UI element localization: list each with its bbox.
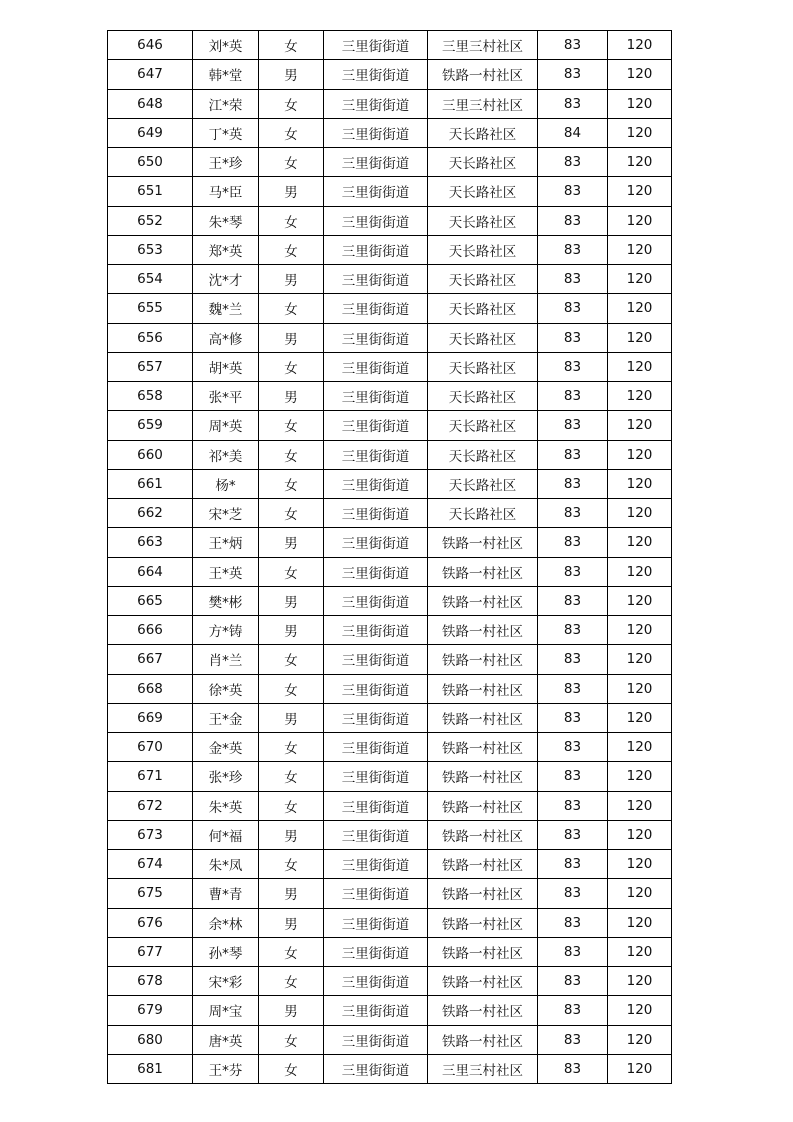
street-cell: 三里街街道: [324, 148, 428, 177]
name-cell: 唐*英: [193, 1025, 259, 1054]
age-cell: 83: [538, 879, 608, 908]
table-row: [108, 294, 672, 323]
serial-number-cell: 663: [108, 528, 193, 557]
table-row: [108, 323, 672, 352]
table-row: [108, 733, 672, 762]
amount-cell: 120: [608, 382, 672, 411]
gender-cell: 女: [259, 1054, 324, 1083]
serial-number-cell: 677: [108, 937, 193, 966]
serial-number-cell: 678: [108, 967, 193, 996]
gender-cell: 女: [259, 645, 324, 674]
name-cell: 孙*琴: [193, 937, 259, 966]
name-cell: 胡*英: [193, 352, 259, 381]
table-row: [108, 411, 672, 440]
street-cell: 三里街街道: [324, 528, 428, 557]
table-row: [108, 762, 672, 791]
street-cell: 三里街街道: [324, 382, 428, 411]
community-cell: 天长路社区: [428, 352, 538, 381]
amount-cell: 120: [608, 586, 672, 615]
name-cell: 王*英: [193, 557, 259, 586]
serial-number-cell: 667: [108, 645, 193, 674]
amount-cell: 120: [608, 177, 672, 206]
street-cell: 三里街街道: [324, 791, 428, 820]
age-cell: 83: [538, 674, 608, 703]
gender-cell: 女: [259, 791, 324, 820]
community-cell: 三里三村社区: [428, 89, 538, 118]
serial-number-cell: 673: [108, 820, 193, 849]
community-cell: 铁路一村社区: [428, 645, 538, 674]
amount-cell: 120: [608, 967, 672, 996]
age-cell: 83: [538, 937, 608, 966]
amount-cell: 120: [608, 265, 672, 294]
age-cell: 83: [538, 411, 608, 440]
age-cell: 83: [538, 31, 608, 60]
amount-cell: 120: [608, 1054, 672, 1083]
amount-cell: 120: [608, 908, 672, 937]
age-cell: 83: [538, 557, 608, 586]
gender-cell: 女: [259, 557, 324, 586]
community-cell: 天长路社区: [428, 323, 538, 352]
serial-number-cell: 655: [108, 294, 193, 323]
table-row: [108, 352, 672, 381]
table-row: [108, 557, 672, 586]
table-row: [108, 996, 672, 1025]
community-cell: 铁路一村社区: [428, 586, 538, 615]
community-cell: 天长路社区: [428, 440, 538, 469]
amount-cell: 120: [608, 879, 672, 908]
name-cell: 杨*: [193, 469, 259, 498]
serial-number-cell: 664: [108, 557, 193, 586]
age-cell: 83: [538, 850, 608, 879]
gender-cell: 女: [259, 352, 324, 381]
amount-cell: 120: [608, 148, 672, 177]
serial-number-cell: 670: [108, 733, 193, 762]
gender-cell: 男: [259, 323, 324, 352]
name-cell: 宋*芝: [193, 499, 259, 528]
community-cell: 铁路一村社区: [428, 528, 538, 557]
table-row: [108, 60, 672, 89]
serial-number-cell: 658: [108, 382, 193, 411]
gender-cell: 男: [259, 60, 324, 89]
name-cell: 朱*凤: [193, 850, 259, 879]
community-cell: 天长路社区: [428, 177, 538, 206]
gender-cell: 男: [259, 616, 324, 645]
serial-number-cell: 676: [108, 908, 193, 937]
name-cell: 朱*英: [193, 791, 259, 820]
age-cell: 83: [538, 235, 608, 264]
gender-cell: 女: [259, 937, 324, 966]
street-cell: 三里街街道: [324, 440, 428, 469]
street-cell: 三里街街道: [324, 820, 428, 849]
gender-cell: 女: [259, 1025, 324, 1054]
community-cell: 铁路一村社区: [428, 1025, 538, 1054]
community-cell: 天长路社区: [428, 118, 538, 147]
name-cell: 魏*兰: [193, 294, 259, 323]
street-cell: 三里街街道: [324, 323, 428, 352]
street-cell: 三里街街道: [324, 908, 428, 937]
serial-number-cell: 648: [108, 89, 193, 118]
name-cell: 肖*兰: [193, 645, 259, 674]
amount-cell: 120: [608, 206, 672, 235]
street-cell: 三里街街道: [324, 674, 428, 703]
age-cell: 83: [538, 148, 608, 177]
community-cell: 铁路一村社区: [428, 996, 538, 1025]
gender-cell: 男: [259, 586, 324, 615]
amount-cell: 120: [608, 352, 672, 381]
community-cell: 铁路一村社区: [428, 733, 538, 762]
age-cell: 83: [538, 733, 608, 762]
gender-cell: 男: [259, 996, 324, 1025]
street-cell: 三里街街道: [324, 1025, 428, 1054]
street-cell: 三里街街道: [324, 89, 428, 118]
amount-cell: 120: [608, 820, 672, 849]
age-cell: 83: [538, 528, 608, 557]
street-cell: 三里街街道: [324, 1054, 428, 1083]
age-cell: 83: [538, 908, 608, 937]
street-cell: 三里街街道: [324, 235, 428, 264]
street-cell: 三里街街道: [324, 586, 428, 615]
gender-cell: 男: [259, 703, 324, 732]
age-cell: 83: [538, 294, 608, 323]
serial-number-cell: 649: [108, 118, 193, 147]
community-cell: 铁路一村社区: [428, 820, 538, 849]
street-cell: 三里街街道: [324, 294, 428, 323]
amount-cell: 120: [608, 1025, 672, 1054]
table-row: [108, 89, 672, 118]
gender-cell: 女: [259, 411, 324, 440]
amount-cell: 120: [608, 118, 672, 147]
age-cell: 83: [538, 469, 608, 498]
amount-cell: 120: [608, 674, 672, 703]
amount-cell: 120: [608, 645, 672, 674]
table-row: [108, 528, 672, 557]
age-cell: 83: [538, 645, 608, 674]
street-cell: 三里街街道: [324, 206, 428, 235]
amount-cell: 120: [608, 411, 672, 440]
amount-cell: 120: [608, 89, 672, 118]
serial-number-cell: 659: [108, 411, 193, 440]
name-cell: 樊*彬: [193, 586, 259, 615]
serial-number-cell: 653: [108, 235, 193, 264]
table-row: [108, 937, 672, 966]
age-cell: 83: [538, 616, 608, 645]
community-cell: 铁路一村社区: [428, 60, 538, 89]
serial-number-cell: 681: [108, 1054, 193, 1083]
street-cell: 三里街街道: [324, 60, 428, 89]
gender-cell: 女: [259, 469, 324, 498]
name-cell: 韩*堂: [193, 60, 259, 89]
age-cell: 83: [538, 382, 608, 411]
street-cell: 三里街街道: [324, 31, 428, 60]
gender-cell: 女: [259, 762, 324, 791]
name-cell: 徐*英: [193, 674, 259, 703]
age-cell: 83: [538, 586, 608, 615]
name-cell: 沈*才: [193, 265, 259, 294]
community-cell: 铁路一村社区: [428, 557, 538, 586]
name-cell: 宋*彩: [193, 967, 259, 996]
amount-cell: 120: [608, 703, 672, 732]
amount-cell: 120: [608, 616, 672, 645]
table-row: [108, 674, 672, 703]
table-row: [108, 586, 672, 615]
community-cell: 铁路一村社区: [428, 791, 538, 820]
serial-number-cell: 652: [108, 206, 193, 235]
name-cell: 丁*英: [193, 118, 259, 147]
gender-cell: 男: [259, 528, 324, 557]
table-row: [108, 148, 672, 177]
gender-cell: 男: [259, 908, 324, 937]
community-cell: 铁路一村社区: [428, 937, 538, 966]
name-cell: 高*修: [193, 323, 259, 352]
table-row: [108, 265, 672, 294]
street-cell: 三里街街道: [324, 762, 428, 791]
age-cell: 83: [538, 499, 608, 528]
community-cell: 三里三村社区: [428, 1054, 538, 1083]
serial-number-cell: 651: [108, 177, 193, 206]
name-cell: 张*珍: [193, 762, 259, 791]
street-cell: 三里街街道: [324, 850, 428, 879]
amount-cell: 120: [608, 60, 672, 89]
table-row: [108, 206, 672, 235]
name-cell: 王*芬: [193, 1054, 259, 1083]
table-row: [108, 235, 672, 264]
serial-number-cell: 679: [108, 996, 193, 1025]
age-cell: 83: [538, 762, 608, 791]
street-cell: 三里街街道: [324, 118, 428, 147]
community-cell: 天长路社区: [428, 382, 538, 411]
serial-number-cell: 669: [108, 703, 193, 732]
age-cell: 83: [538, 440, 608, 469]
age-cell: 83: [538, 996, 608, 1025]
serial-number-cell: 657: [108, 352, 193, 381]
name-cell: 王*珍: [193, 148, 259, 177]
street-cell: 三里街街道: [324, 645, 428, 674]
serial-number-cell: 675: [108, 879, 193, 908]
age-cell: 83: [538, 820, 608, 849]
serial-number-cell: 656: [108, 323, 193, 352]
gender-cell: 女: [259, 89, 324, 118]
gender-cell: 男: [259, 879, 324, 908]
community-cell: 铁路一村社区: [428, 908, 538, 937]
table-row: [108, 879, 672, 908]
name-cell: 周*英: [193, 411, 259, 440]
gender-cell: 女: [259, 206, 324, 235]
name-cell: 王*金: [193, 703, 259, 732]
age-cell: 83: [538, 323, 608, 352]
table-row: [108, 703, 672, 732]
table-row: [108, 645, 672, 674]
gender-cell: 女: [259, 674, 324, 703]
community-cell: 天长路社区: [428, 265, 538, 294]
gender-cell: 男: [259, 265, 324, 294]
serial-number-cell: 671: [108, 762, 193, 791]
gender-cell: 女: [259, 118, 324, 147]
amount-cell: 120: [608, 469, 672, 498]
serial-number-cell: 654: [108, 265, 193, 294]
gender-cell: 女: [259, 733, 324, 762]
name-cell: 朱*琴: [193, 206, 259, 235]
table-row: [108, 1054, 672, 1083]
serial-number-cell: 672: [108, 791, 193, 820]
table-row: [108, 177, 672, 206]
amount-cell: 120: [608, 733, 672, 762]
gender-cell: 女: [259, 235, 324, 264]
gender-cell: 男: [259, 382, 324, 411]
amount-cell: 120: [608, 557, 672, 586]
records-table: [107, 30, 672, 1084]
table-row: [108, 382, 672, 411]
table-row: [108, 31, 672, 60]
age-cell: 83: [538, 89, 608, 118]
serial-number-cell: 660: [108, 440, 193, 469]
table-row: [108, 791, 672, 820]
serial-number-cell: 680: [108, 1025, 193, 1054]
age-cell: 83: [538, 177, 608, 206]
age-cell: 83: [538, 703, 608, 732]
community-cell: 天长路社区: [428, 499, 538, 528]
gender-cell: 男: [259, 820, 324, 849]
amount-cell: 120: [608, 850, 672, 879]
amount-cell: 120: [608, 294, 672, 323]
street-cell: 三里街街道: [324, 411, 428, 440]
name-cell: 马*臣: [193, 177, 259, 206]
gender-cell: 女: [259, 148, 324, 177]
street-cell: 三里街街道: [324, 879, 428, 908]
amount-cell: 120: [608, 235, 672, 264]
table-row: [108, 118, 672, 147]
street-cell: 三里街街道: [324, 265, 428, 294]
table-body: [108, 31, 672, 1084]
name-cell: 祁*美: [193, 440, 259, 469]
community-cell: 天长路社区: [428, 469, 538, 498]
street-cell: 三里街街道: [324, 967, 428, 996]
age-cell: 83: [538, 206, 608, 235]
table-row: [108, 440, 672, 469]
serial-number-cell: 665: [108, 586, 193, 615]
serial-number-cell: 666: [108, 616, 193, 645]
name-cell: 方*铸: [193, 616, 259, 645]
table-row: [108, 469, 672, 498]
street-cell: 三里街街道: [324, 937, 428, 966]
amount-cell: 120: [608, 791, 672, 820]
name-cell: 周*宝: [193, 996, 259, 1025]
gender-cell: 女: [259, 440, 324, 469]
amount-cell: 120: [608, 762, 672, 791]
name-cell: 刘*英: [193, 31, 259, 60]
name-cell: 金*英: [193, 733, 259, 762]
age-cell: 83: [538, 791, 608, 820]
community-cell: 铁路一村社区: [428, 762, 538, 791]
table-row: [108, 967, 672, 996]
street-cell: 三里街街道: [324, 703, 428, 732]
amount-cell: 120: [608, 937, 672, 966]
community-cell: 铁路一村社区: [428, 879, 538, 908]
name-cell: 郑*英: [193, 235, 259, 264]
community-cell: 铁路一村社区: [428, 967, 538, 996]
amount-cell: 120: [608, 996, 672, 1025]
age-cell: 83: [538, 352, 608, 381]
age-cell: 83: [538, 967, 608, 996]
serial-number-cell: 674: [108, 850, 193, 879]
gender-cell: 女: [259, 294, 324, 323]
amount-cell: 120: [608, 499, 672, 528]
table-row: [108, 850, 672, 879]
community-cell: 天长路社区: [428, 294, 538, 323]
serial-number-cell: 647: [108, 60, 193, 89]
age-cell: 83: [538, 265, 608, 294]
table-row: [108, 908, 672, 937]
street-cell: 三里街街道: [324, 996, 428, 1025]
amount-cell: 120: [608, 323, 672, 352]
age-cell: 83: [538, 1025, 608, 1054]
street-cell: 三里街街道: [324, 557, 428, 586]
age-cell: 83: [538, 60, 608, 89]
community-cell: 天长路社区: [428, 411, 538, 440]
gender-cell: 男: [259, 177, 324, 206]
community-cell: 铁路一村社区: [428, 616, 538, 645]
serial-number-cell: 650: [108, 148, 193, 177]
name-cell: 何*福: [193, 820, 259, 849]
street-cell: 三里街街道: [324, 352, 428, 381]
table-row: [108, 820, 672, 849]
name-cell: 余*林: [193, 908, 259, 937]
name-cell: 王*炳: [193, 528, 259, 557]
name-cell: 江*荣: [193, 89, 259, 118]
street-cell: 三里街街道: [324, 499, 428, 528]
community-cell: 天长路社区: [428, 206, 538, 235]
age-cell: 83: [538, 1054, 608, 1083]
gender-cell: 女: [259, 850, 324, 879]
gender-cell: 女: [259, 31, 324, 60]
table-row: [108, 1025, 672, 1054]
community-cell: 铁路一村社区: [428, 703, 538, 732]
community-cell: 铁路一村社区: [428, 850, 538, 879]
serial-number-cell: 668: [108, 674, 193, 703]
table-row: [108, 499, 672, 528]
street-cell: 三里街街道: [324, 177, 428, 206]
community-cell: 天长路社区: [428, 148, 538, 177]
serial-number-cell: 646: [108, 31, 193, 60]
serial-number-cell: 661: [108, 469, 193, 498]
name-cell: 张*平: [193, 382, 259, 411]
table-row: [108, 616, 672, 645]
gender-cell: 女: [259, 499, 324, 528]
gender-cell: 女: [259, 967, 324, 996]
age-cell: 84: [538, 118, 608, 147]
serial-number-cell: 662: [108, 499, 193, 528]
street-cell: 三里街街道: [324, 616, 428, 645]
community-cell: 铁路一村社区: [428, 674, 538, 703]
amount-cell: 120: [608, 31, 672, 60]
amount-cell: 120: [608, 440, 672, 469]
name-cell: 曹*青: [193, 879, 259, 908]
amount-cell: 120: [608, 528, 672, 557]
street-cell: 三里街街道: [324, 469, 428, 498]
community-cell: 天长路社区: [428, 235, 538, 264]
street-cell: 三里街街道: [324, 733, 428, 762]
community-cell: 三里三村社区: [428, 31, 538, 60]
